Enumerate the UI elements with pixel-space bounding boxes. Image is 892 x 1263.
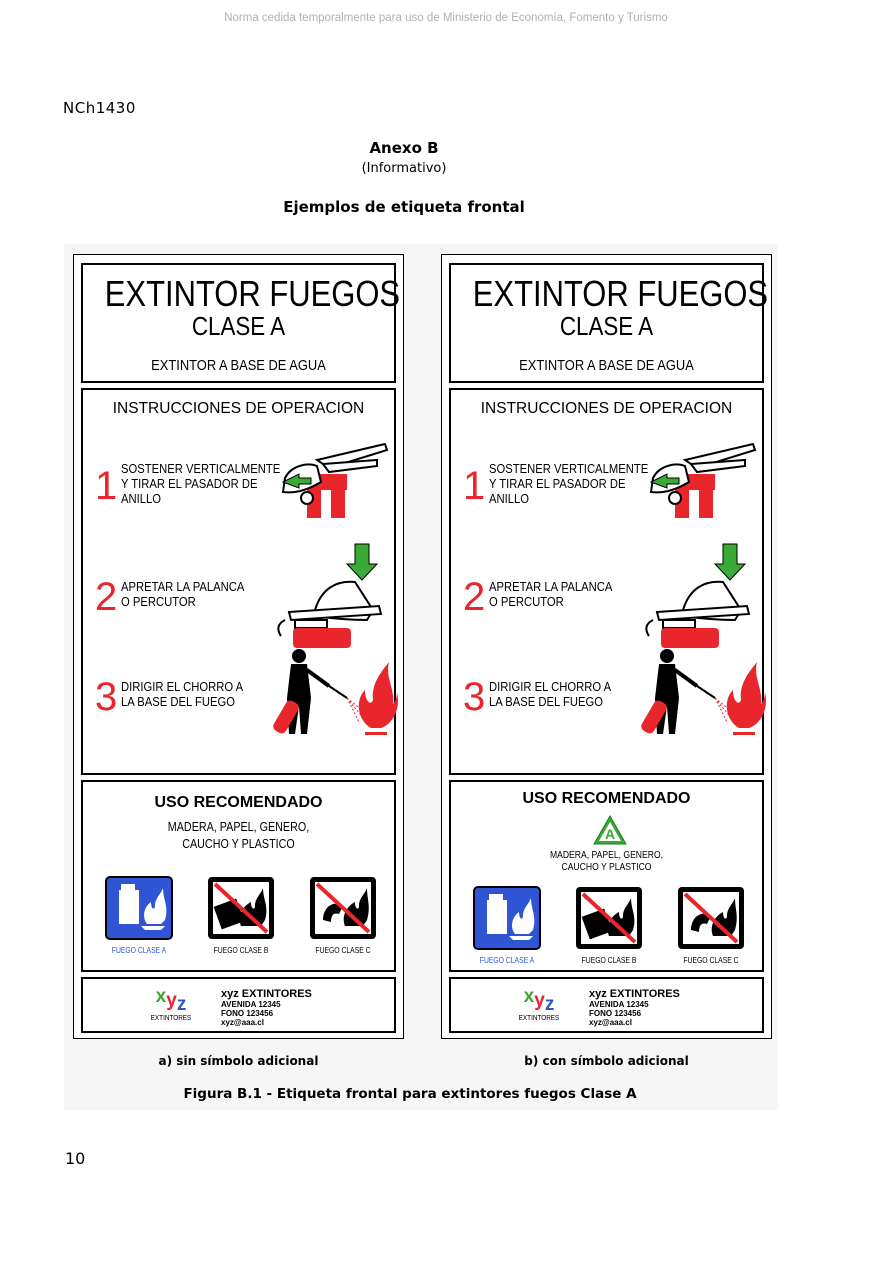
step-text — [489, 462, 648, 507]
logo-letter: x — [523, 986, 535, 1007]
pull-pin-illustration-icon — [645, 438, 761, 528]
step-line: SOSTENER VERTICALMENTE — [121, 462, 281, 476]
label-header — [81, 263, 401, 383]
step-number: 1 — [463, 464, 486, 508]
logo-letter: z — [176, 994, 187, 1015]
manufacturer-box — [449, 977, 764, 1033]
step-line: SOSTENER VERTICALMENTE — [489, 462, 649, 476]
logo-letter: y — [166, 990, 177, 1011]
fire-class-caption: FUEGO CLASE C — [683, 956, 739, 965]
company-email: xyz@aaa.cl — [221, 1018, 264, 1027]
fire-class-b — [573, 886, 645, 965]
fire-class-caption: FUEGO CLASE A — [479, 956, 535, 965]
label-class: CLASE A — [559, 311, 654, 341]
recommended-use-title: USO RECOMENDADO — [522, 790, 691, 807]
label-b — [441, 254, 772, 1039]
step-text — [121, 462, 280, 507]
company-email: xyz@aaa.cl — [589, 1018, 632, 1027]
step-line: O PERCUTOR — [121, 595, 196, 609]
fire-class-a — [471, 886, 543, 965]
figure-title: Figura B.1 - Etiqueta frontal para extintores fuegos Clase A — [183, 1086, 637, 1102]
step-line: O PERCUTOR — [489, 595, 564, 609]
logo-letter: z — [544, 994, 555, 1015]
fire-class-caption: FUEGO CLASE A — [111, 946, 167, 955]
fire-class-a-icon — [105, 876, 173, 940]
step-line: LA BASE DEL FUEGO — [121, 695, 236, 709]
materials-line: CAUCHO Y PLASTICO — [182, 837, 295, 851]
label-class: CLASE A — [191, 311, 286, 341]
step-text — [489, 680, 611, 710]
annex-title: Anexo B — [369, 139, 439, 157]
caption-b: b) con símbolo adicional — [524, 1054, 689, 1068]
watermark: Norma cedida temporalmente para uso de Ministerio de Economía, Fomento y Turismo — [224, 12, 668, 24]
logo-letter: y — [534, 990, 545, 1011]
annex-subtitle: (Informativo) — [361, 161, 447, 176]
company-logo — [143, 987, 199, 1022]
materials-line: MADERA, PAPEL, GENERO, — [167, 820, 310, 834]
step-line: DIRIGIR EL CHORRO A — [489, 680, 612, 694]
fire-class-b — [205, 876, 277, 955]
step-2 — [463, 565, 763, 645]
fire-class-caption: FUEGO CLASE C — [315, 946, 371, 955]
standard-code: NCh1430 — [63, 99, 136, 117]
materials-line: CAUCHO Y PLASTICO — [561, 862, 652, 873]
instructions-box — [449, 388, 764, 775]
step-3 — [95, 665, 395, 745]
company-name: xyz EXTINTORES — [589, 988, 680, 1000]
step-line: ANILLO — [121, 492, 162, 506]
caption-a: a) sin símbolo adicional — [158, 1054, 319, 1068]
fire-class-caption: FUEGO CLASE B — [581, 956, 637, 965]
fire-class-c-prohibited-icon — [677, 886, 745, 950]
step-line: ANILLO — [489, 492, 530, 506]
instructions-box — [81, 388, 396, 775]
step-line: APRETAR LA PALANCA — [489, 580, 613, 594]
label-agent: EXTINTOR A BASE DE AGUA — [151, 357, 326, 374]
step-1 — [463, 458, 763, 538]
logo-subtitle: EXTINTORES — [150, 1013, 192, 1022]
logo-subtitle: EXTINTORES — [518, 1013, 560, 1022]
fire-class-c — [307, 876, 379, 955]
aim-base-of-fire-illustration-icon — [641, 648, 766, 743]
company-info — [221, 988, 312, 1027]
label-agent: EXTINTOR A BASE DE AGUA — [519, 357, 694, 374]
fire-class-caption: FUEGO CLASE B — [213, 946, 269, 955]
label-header — [449, 263, 769, 383]
step-number: 2 — [463, 575, 486, 619]
step-3 — [463, 665, 763, 745]
fire-class-c-prohibited-icon — [309, 876, 377, 940]
section-title: Ejemplos de etiqueta frontal — [283, 198, 525, 216]
company-phone: FONO 123456 — [589, 1009, 642, 1018]
aim-base-of-fire-illustration-icon — [273, 648, 398, 743]
page-number: 10 — [65, 1149, 86, 1168]
recommended-use-box — [449, 780, 764, 972]
label-a — [73, 254, 404, 1039]
logo-letter: x — [155, 986, 167, 1007]
company-address: AVENIDA 12345 — [221, 1000, 281, 1009]
fire-class-a — [103, 876, 175, 955]
step-number: 3 — [95, 675, 118, 719]
step-number: 2 — [95, 575, 118, 619]
squeeze-lever-illustration-icon — [275, 540, 393, 650]
company-name: xyz EXTINTORES — [221, 988, 312, 1000]
step-line: LA BASE DEL FUEGO — [489, 695, 604, 709]
instructions-title: INSTRUCCIONES DE OPERACION — [112, 400, 365, 417]
recommended-use-title: USO RECOMENDADO — [154, 794, 323, 811]
step-number: 1 — [95, 464, 118, 508]
recommended-use-box — [81, 780, 396, 972]
company-address: AVENIDA 12345 — [589, 1000, 649, 1009]
step-line: DIRIGIR EL CHORRO A — [121, 680, 244, 694]
step-line: APRETAR LA PALANCA — [121, 580, 245, 594]
step-line: Y TIRAR EL PASADOR DE — [489, 477, 626, 491]
step-text — [489, 580, 612, 610]
step-line: Y TIRAR EL PASADOR DE — [121, 477, 258, 491]
step-1 — [95, 458, 395, 538]
materials-line: MADERA, PAPEL, GENERO, — [549, 850, 664, 861]
company-logo — [511, 987, 567, 1022]
step-text — [121, 680, 243, 710]
class-a-triangle-symbol-icon — [592, 814, 628, 846]
class-symbol-letter: A — [604, 826, 616, 842]
pull-pin-illustration-icon — [277, 438, 393, 528]
step-2 — [95, 565, 395, 645]
label-title: EXTINTOR FUEGOS — [104, 273, 401, 314]
label-title: EXTINTOR FUEGOS — [472, 273, 769, 314]
company-info — [589, 988, 680, 1027]
step-number: 3 — [463, 675, 486, 719]
manufacturer-box — [81, 977, 396, 1033]
fire-class-a-icon — [473, 886, 541, 950]
fire-class-b-prohibited-icon — [207, 876, 275, 940]
fire-class-c — [675, 886, 747, 965]
step-text — [121, 580, 244, 610]
instructions-title: INSTRUCCIONES DE OPERACION — [480, 400, 733, 417]
squeeze-lever-illustration-icon — [643, 540, 761, 650]
fire-class-b-prohibited-icon — [575, 886, 643, 950]
company-phone: FONO 123456 — [221, 1009, 274, 1018]
